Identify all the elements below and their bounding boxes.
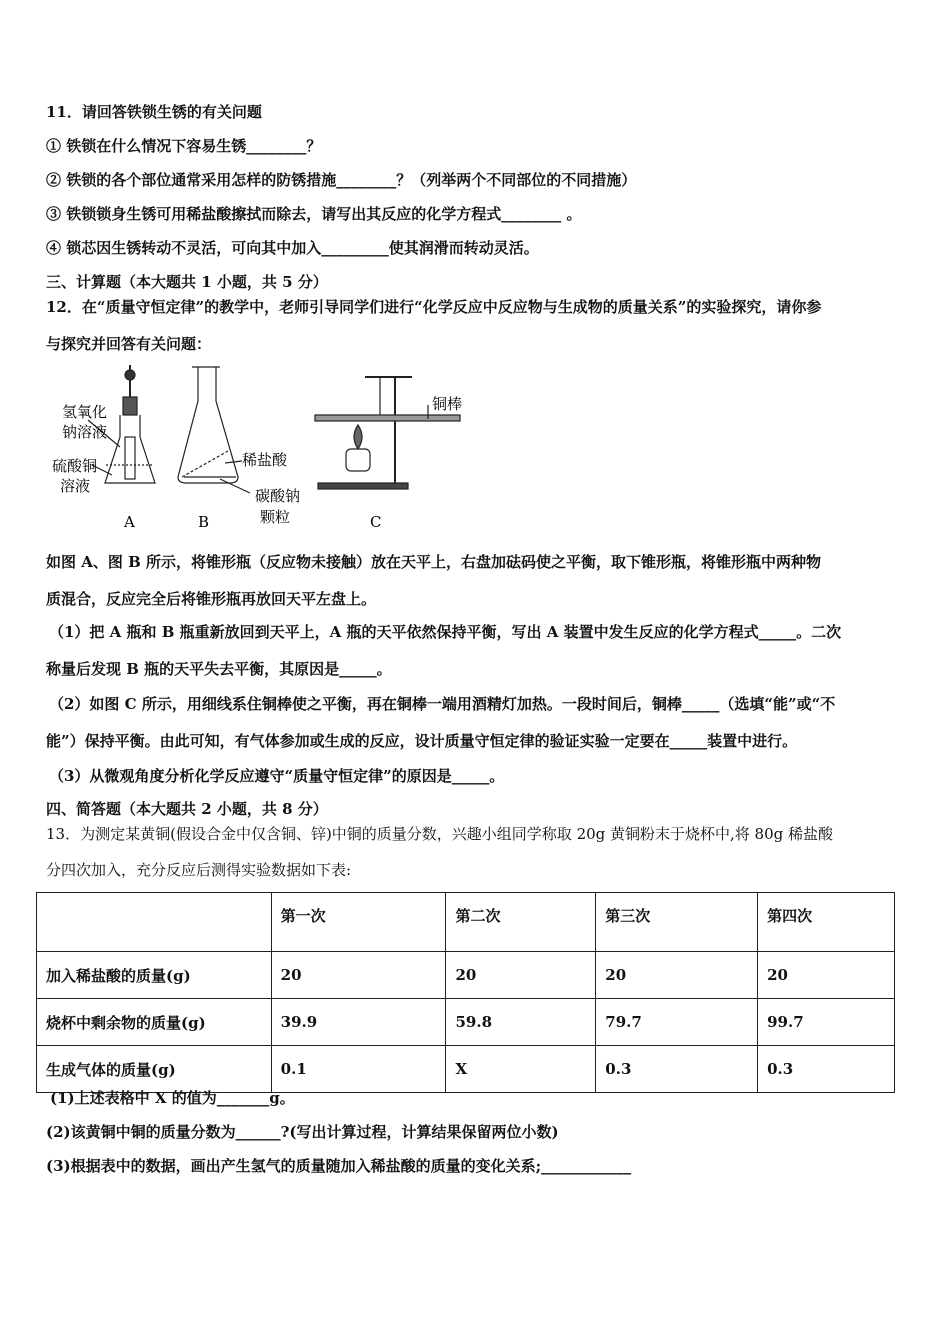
q12-desc-line-2: 质混合，反应完全后将锥形瓶再放回天平左盘上。 bbox=[46, 590, 377, 608]
table-row bbox=[37, 999, 895, 1046]
label-na2co3-1: 碳酸钠 bbox=[255, 487, 301, 505]
table-cell: 0.1 bbox=[271, 1046, 446, 1093]
label-hcl: 稀盐酸 bbox=[242, 451, 288, 469]
table-header-cell: 第二次 bbox=[446, 893, 596, 952]
apparatus-b bbox=[178, 367, 250, 493]
table-cell: 生成气体的质量(g) bbox=[37, 1046, 272, 1093]
table-header-cell: 第一次 bbox=[271, 893, 446, 952]
apparatus-diagram bbox=[50, 365, 510, 535]
caption-b: B bbox=[198, 513, 210, 531]
table-cell: 79.7 bbox=[596, 999, 758, 1046]
table-cell: 39.9 bbox=[271, 999, 446, 1046]
q12-part1-line-1: （1）把 A 瓶和 B 瓶重新放回到天平上，A 瓶的天平依然保持平衡，写出 A 装置中发生反应的化学方程式_____。二次 bbox=[49, 623, 842, 641]
table-cell: 0.3 bbox=[596, 1046, 758, 1093]
q11-item-1: ① 铁锁在什么情况下容易生锈________？ bbox=[46, 137, 322, 155]
q11-item-2: ② 铁锁的各个部位通常采用怎样的防锈措施________？（列举两个不同部位的不同措施） bbox=[46, 171, 637, 189]
table-cell: 59.8 bbox=[446, 999, 596, 1046]
section-3-heading: 三、计算题（本大题共 1 小题，共 5 分） bbox=[46, 273, 328, 291]
q11-item-3: ③ 铁锁锁身生锈可用稀盐酸擦拭而除去，请写出其反应的化学方程式________ 。 bbox=[46, 205, 582, 223]
table-header-cell: 第三次 bbox=[596, 893, 758, 952]
label-cuso4-2: 溶液 bbox=[60, 477, 91, 495]
table-row bbox=[37, 952, 895, 999]
apparatus-c bbox=[315, 377, 463, 489]
q12-intro-line-2: 与探究并回答有关问题： bbox=[46, 335, 212, 353]
q12-part2-line-1: （2）如图 C 所示，用细线系住铜棒使之平衡，再在铜棒一端用酒精灯加热。一段时间后，铜棒_____（选填“能”或“不 bbox=[49, 695, 836, 713]
table-cell: 20 bbox=[446, 952, 596, 999]
q11-title: 11．请回答铁锁生锈的有关问题 bbox=[46, 103, 262, 121]
q13-intro-line-2: 分四次加入，充分反应后测得实验数据如下表: bbox=[46, 861, 352, 879]
table-header-row bbox=[37, 893, 895, 952]
q13-sub-1: (1)上述表格中 X 的值为_______g。 bbox=[50, 1089, 295, 1107]
table-cell: 20 bbox=[758, 952, 895, 999]
caption-c: C bbox=[370, 513, 382, 531]
label-naoh-2: 钠溶液 bbox=[62, 423, 108, 441]
label-naoh-1: 氢氧化 bbox=[62, 403, 108, 421]
q12-part3: （3）从微观角度分析化学反应遵守“质量守恒定律”的原因是_____。 bbox=[49, 767, 505, 785]
q12-intro-line-1: 12．在“质量守恒定律”的教学中，老师引导同学们进行“化学反应中反应物与生成物的质量关系”的实验探究，请你参 bbox=[46, 298, 822, 316]
section-4-heading: 四、简答题（本大题共 2 小题，共 8 分） bbox=[46, 800, 328, 818]
table-row bbox=[37, 1046, 895, 1093]
q12-part2-line-2: 能”）保持平衡。由此可知，有气体参加或生成的反应，设计质量守恒定律的验证实验一定要在_____装置中进行。 bbox=[46, 732, 798, 750]
q11-item-4: ④ 锁芯因生锈转动不灵活，可向其中加入_________使其润滑而转动灵活。 bbox=[46, 239, 539, 257]
table-cell: 20 bbox=[271, 952, 446, 999]
q12-desc-line-1: 如图 A、图 B 所示，将锥形瓶（反应物未接触）放在天平上，右盘加砝码使之平衡，取下锥形瓶，将锥形瓶中两种物 bbox=[46, 553, 821, 571]
table-header-cell bbox=[37, 893, 272, 952]
caption-a: A bbox=[124, 513, 135, 531]
label-cuso4-1: 硫酸铜 bbox=[52, 457, 98, 475]
table-cell: X bbox=[446, 1046, 596, 1093]
table-header-cell: 第四次 bbox=[758, 893, 895, 952]
q12-part1-line-2: 称量后发现 B 瓶的天平失去平衡，其原因是_____。 bbox=[46, 660, 392, 678]
q13-intro-line-1: 13．为测定某黄铜(假设合金中仅含铜、锌)中铜的质量分数，兴趣小组同学称取 20g 黄铜粉末于烧杯中,将 80g 稀盐酸 bbox=[46, 825, 834, 843]
label-na2co3-2: 颗粒 bbox=[260, 508, 291, 526]
table-cell: 20 bbox=[596, 952, 758, 999]
table-cell: 99.7 bbox=[758, 999, 895, 1046]
q13-sub-3: (3)根据表中的数据，画出产生氢气的质量随加入稀盐酸的质量的变化关系;____________ bbox=[46, 1157, 632, 1175]
q13-sub-2: (2)该黄铜中铜的质量分数为______?(写出计算过程，计算结果保留两位小数) bbox=[46, 1123, 559, 1141]
table-cell: 0.3 bbox=[758, 1046, 895, 1093]
label-copper-rod: 铜棒 bbox=[432, 395, 463, 413]
table-cell: 加入稀盐酸的质量(g) bbox=[37, 952, 272, 999]
experiment-data-table bbox=[36, 892, 895, 1093]
experiment-figure bbox=[50, 365, 510, 535]
table-cell: 烧杯中剩余物的质量(g) bbox=[37, 999, 272, 1046]
